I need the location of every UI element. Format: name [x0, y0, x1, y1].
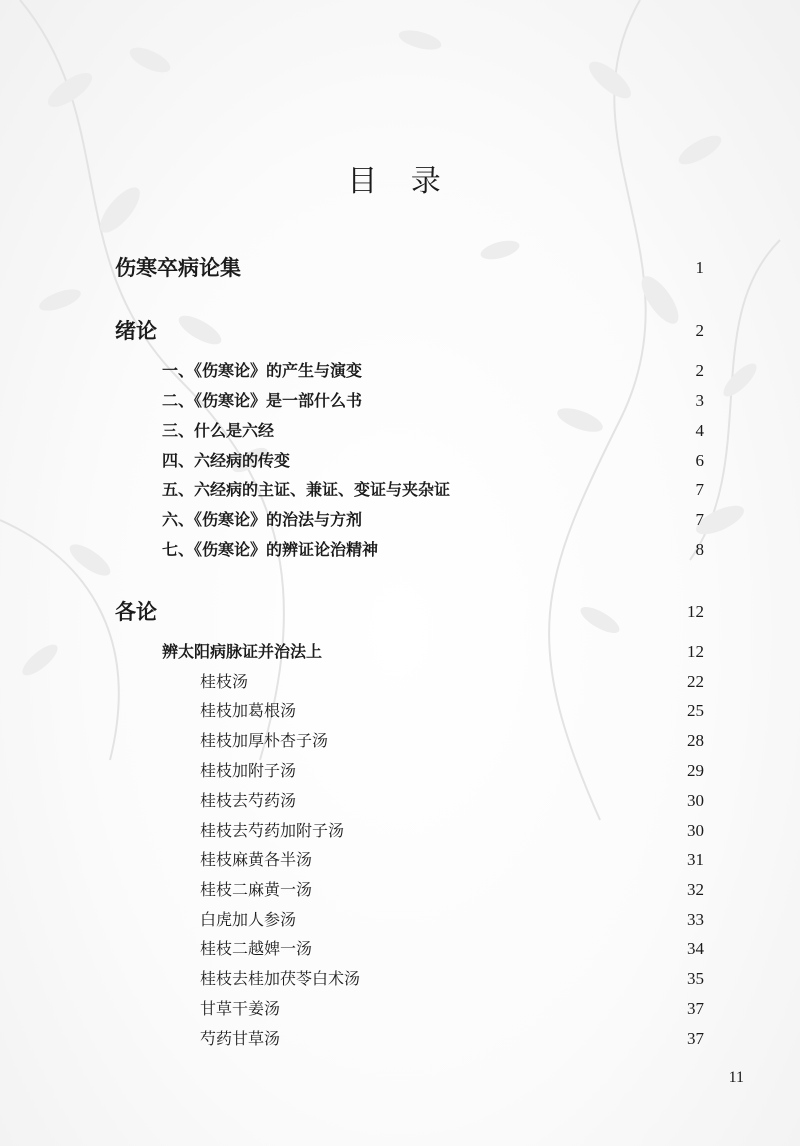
toc-entry-page-number: 8 [695, 540, 704, 559]
toc-entry-title: 五、六经病的主证、兼证、变证与夹杂证 [162, 480, 451, 499]
toc-entry-page-number: 12 [687, 642, 704, 661]
toc-entry-title: 芍药甘草汤 [200, 1029, 281, 1048]
toc-entry[interactable] [0, 475, 800, 505]
toc-entry[interactable] [0, 875, 800, 905]
toc-entry-title: 一、《伤寒论》的产生与演变 [162, 361, 363, 380]
toc-entry-page-number: 2 [695, 361, 704, 380]
toc-entry-page-number: 25 [687, 701, 704, 720]
toc-entry-page-number: 28 [687, 731, 704, 750]
toc-section[interactable] [0, 597, 800, 627]
toc-entry-page-number: 4 [695, 421, 704, 440]
toc-entry-title: 桂枝去芍药加附子汤 [200, 821, 345, 840]
toc-entry[interactable] [0, 356, 800, 386]
toc-entry-page-number: 30 [687, 791, 704, 810]
toc-entry-title: 桂枝二越婢一汤 [200, 939, 313, 958]
toc-section[interactable] [0, 316, 800, 346]
toc-entry-title: 绪论 [115, 318, 157, 343]
toc-entry-page-number: 3 [695, 391, 704, 410]
toc-entry-page-number: 1 [695, 258, 704, 277]
toc-entry-title: 桂枝去桂加茯苓白术汤 [200, 969, 361, 988]
toc-entry-title: 各论 [115, 599, 157, 624]
toc-section[interactable] [0, 253, 800, 283]
toc-entry[interactable] [0, 1024, 800, 1054]
toc-entry[interactable] [0, 667, 800, 697]
toc-entry-page-number: 33 [687, 910, 704, 929]
toc-entry-page-number: 35 [687, 969, 704, 988]
toc-entry[interactable] [0, 505, 800, 535]
toc-entry-page-number: 29 [687, 761, 704, 780]
toc-entry[interactable] [0, 786, 800, 816]
toc-entry[interactable] [0, 845, 800, 875]
toc-entry-page-number: 30 [687, 821, 704, 840]
toc-entry[interactable] [0, 416, 800, 446]
toc-entry[interactable] [0, 994, 800, 1024]
toc-entry-page-number: 34 [687, 939, 704, 958]
toc-entry[interactable] [0, 934, 800, 964]
toc-entry[interactable] [0, 816, 800, 846]
toc-entry-page-number: 12 [687, 602, 704, 621]
toc-entry-title: 三、什么是六经 [162, 421, 275, 440]
toc-entry[interactable] [0, 535, 800, 565]
toc-entry-title: 伤寒卒病论集 [115, 255, 241, 280]
toc-entry-title: 二、《伤寒论》是一部什么书 [162, 391, 363, 410]
toc-entry-title: 桂枝二麻黄一汤 [200, 880, 313, 899]
toc-entry-title: 桂枝加葛根汤 [200, 701, 297, 720]
page-number: 11 [728, 1069, 744, 1086]
toc-entry[interactable] [0, 726, 800, 756]
toc-entry-page-number: 32 [687, 880, 704, 899]
toc-entry-title: 桂枝麻黄各半汤 [200, 850, 313, 869]
toc-entry-page-number: 7 [695, 480, 704, 499]
toc-entry-page-number: 31 [687, 850, 704, 869]
toc-entry-title: 七、《伤寒论》的辨证论治精神 [162, 540, 379, 559]
toc-entry[interactable] [0, 905, 800, 935]
page-title: 目 录 [347, 164, 453, 199]
toc-entry-title: 桂枝加厚朴杏子汤 [200, 731, 329, 750]
toc-entry[interactable] [0, 637, 800, 667]
toc-entry[interactable] [0, 446, 800, 476]
toc-entry[interactable] [0, 756, 800, 786]
toc-entry-title: 桂枝加附子汤 [200, 761, 297, 780]
toc-entry-title: 白虎加人参汤 [200, 910, 297, 929]
toc-entry-page-number: 37 [687, 1029, 704, 1048]
toc-entry-page-number: 37 [687, 999, 704, 1018]
toc-entry[interactable] [0, 696, 800, 726]
toc-entry-title: 辨太阳病脉证并治法上 [162, 642, 323, 661]
toc-entry-title: 六、《伤寒论》的治法与方剂 [162, 510, 363, 529]
toc-entry-page-number: 2 [695, 321, 704, 340]
toc-entry[interactable] [0, 964, 800, 994]
toc-entry[interactable] [0, 386, 800, 416]
toc-entry-title: 桂枝汤 [200, 672, 249, 691]
toc-entry-page-number: 7 [695, 510, 704, 529]
toc-entry-title: 甘草干姜汤 [200, 999, 281, 1018]
toc-entry-page-number: 22 [687, 672, 704, 691]
toc-entry-title: 桂枝去芍药汤 [200, 791, 297, 810]
toc-entry-title: 四、六经病的传变 [162, 451, 291, 470]
toc-entry-page-number: 6 [695, 451, 704, 470]
